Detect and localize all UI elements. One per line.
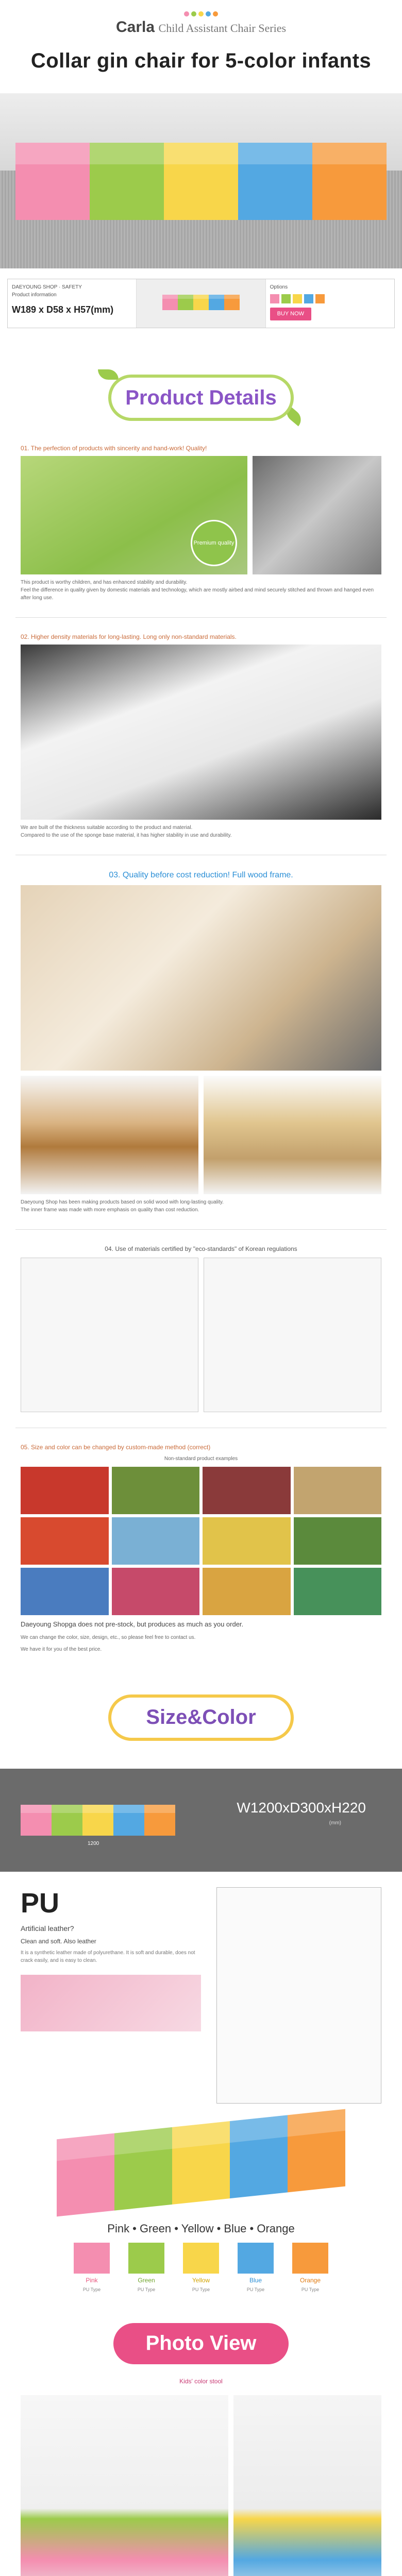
bench-product — [15, 143, 387, 220]
section-3-finished-photo — [204, 1076, 381, 1194]
section-3-photos — [21, 1076, 381, 1194]
section-1-photo-detail — [253, 456, 381, 574]
hero-image — [0, 93, 402, 268]
pu-left — [21, 1887, 201, 2104]
section-5-desc2: We can change the color, size, design, etc., so please feel free to contact us. — [21, 1634, 196, 1640]
example-photo — [112, 1568, 200, 1615]
example-photo — [294, 1467, 382, 1514]
lifestyle-photo — [21, 2395, 228, 2576]
section-1-photo-main — [21, 456, 247, 574]
photo-view-title: Photo View — [145, 2332, 257, 2354]
pu-test-document — [216, 1887, 381, 2104]
section-5-desc: Daeyoung Shopga does not pre-stock, but produces as much as you order. — [21, 1620, 244, 1628]
divider — [15, 1229, 387, 1230]
spec-brand: DAEYOUNG SHOP · SAFETY — [12, 284, 82, 290]
example-photo — [203, 1568, 291, 1615]
example-photo — [294, 1568, 382, 1615]
color-chips — [0, 2243, 402, 2292]
swatch-orange[interactable] — [315, 294, 325, 303]
bench-segment-yellow — [164, 143, 238, 220]
chip-blue[interactable]: Blue PU Type — [232, 2243, 279, 2292]
size-bench — [21, 1805, 175, 1836]
divider — [15, 617, 387, 618]
photo-view-ribbon — [113, 2323, 289, 2364]
size-diagram — [0, 1769, 402, 1872]
brand-dot — [184, 11, 189, 16]
section-5-title: 05. Size and color can be changed by custom-made method (correct) — [21, 1444, 211, 1451]
section-5-note: Non-standard product examples — [164, 1456, 238, 1462]
brand-dot — [213, 11, 218, 16]
section-1-photos — [21, 456, 381, 574]
product-details-title: Product Details — [125, 386, 277, 409]
example-photo — [112, 1517, 200, 1565]
size-unit: (mm) — [329, 1820, 341, 1826]
section-2-desc: We are built of the thickness suitable according to the product and material. Compared to the use of the sponge base material, it has higher stability in use and durability. — [21, 825, 232, 838]
section-3-photo-main — [21, 885, 381, 1071]
pu-title: PU — [21, 1887, 60, 1919]
brand-dot — [191, 11, 196, 16]
spec-options-label: Options — [270, 284, 288, 290]
spec-info: Product information — [12, 292, 57, 298]
custom-examples-grid — [21, 1467, 381, 1615]
kids-caption: Kids' color stool — [179, 2377, 223, 2385]
spec-col-options — [266, 279, 394, 328]
section-3-frame-photo — [21, 1076, 198, 1194]
example-photo — [203, 1517, 291, 1565]
brand-line — [0, 19, 402, 36]
size-color-ribbon — [108, 1694, 294, 1741]
section-3-desc: Daeyoung Shop has been making products based on solid wood with long-lasting quality. The inner frame was made with more emphasis on quality than cost reduction. — [21, 1199, 224, 1213]
bench-segment-green — [90, 143, 164, 220]
swatch-blue[interactable] — [304, 294, 313, 303]
chip-yellow[interactable]: Yellow PU Type — [178, 2243, 224, 2292]
section-3-title: 03. Quality before cost reduction! Full wood frame. — [109, 871, 293, 879]
example-photo — [21, 1467, 109, 1514]
brand-dots — [0, 11, 402, 16]
bench-segment-orange — [312, 143, 387, 220]
certificate-2 — [204, 1258, 381, 1412]
size-color-title: Size&Color — [146, 1706, 256, 1728]
pu-desc: It is a synthetic leather made of polyurethane. It is soft and durable, does not crack easily, and is easy to clean. — [21, 1950, 195, 1963]
brand-dot — [198, 11, 204, 16]
pu-sample-photo — [21, 1975, 201, 2031]
section-2-photo — [21, 645, 381, 820]
example-photo — [21, 1568, 109, 1615]
product-details-ribbon — [108, 375, 294, 421]
photo-view-row-1 — [21, 2395, 381, 2576]
section-4-title: 04. Use of materials certified by "eco-standards" of Korean regulations — [105, 1245, 297, 1252]
chip-green[interactable]: Green PU Type — [123, 2243, 170, 2292]
brand-dot — [206, 11, 211, 16]
spec-dimensions: W189 x D58 x H57(mm) — [12, 304, 114, 315]
example-photo — [294, 1517, 382, 1565]
product-details-banner — [0, 359, 402, 436]
spec-table — [7, 279, 395, 328]
spec-col-image — [137, 279, 265, 328]
size-color-banner — [0, 1679, 402, 1756]
color-lineup-bench — [57, 2109, 345, 2216]
size-value: W1200xD300xH220 — [237, 1799, 366, 1816]
pu-body: Clean and soft. Also leather — [21, 1937, 96, 1945]
certificate-1 — [21, 1258, 198, 1412]
swatch-yellow[interactable] — [293, 294, 302, 303]
spec-swatches — [270, 294, 390, 303]
example-photo — [203, 1467, 291, 1514]
section-5-desc3: We have it for you of the best price. — [21, 1646, 102, 1652]
section-1-title: 01. The perfection of products with sincerity and hand-work! Quality! — [21, 445, 207, 452]
color-line: Pink • Green • Yellow • Blue • Orange — [107, 2222, 295, 2235]
example-photo — [21, 1517, 109, 1565]
swatch-green[interactable] — [281, 294, 291, 303]
page-title: Collar gin chair for 5-color infants — [30, 49, 372, 72]
swatch-pink[interactable] — [270, 294, 279, 303]
photo-view-banner — [0, 2313, 402, 2375]
buy-button[interactable]: BUY NOW — [270, 308, 311, 320]
bench-segment-pink — [15, 143, 90, 220]
spec-thumb — [162, 295, 240, 310]
brand-header — [0, 0, 402, 36]
brand-logo: Carla — [115, 19, 155, 36]
lifestyle-photo — [233, 2395, 382, 2576]
section-2-title: 02. Higher density materials for long-lasting. Long only non-standard materials. — [21, 633, 237, 640]
premium-badge: Premium quality — [191, 520, 237, 566]
section-1-desc: This product is worthy children, and has enhanced stability and durability. Feel the difference in quality given by domestic materials and technology, which are mostly airbed and mind securely stitched and thrown and hanged even after long use. — [21, 580, 374, 601]
size-dim-label: 1200 — [88, 1840, 99, 1846]
pu-section — [21, 1887, 381, 2104]
brand-series: Child Assistant Chair Series — [158, 22, 287, 35]
section-4-certificates — [21, 1258, 381, 1412]
pu-subtitle: Artificial leather? — [21, 1924, 74, 1933]
spec-col-info — [8, 279, 137, 328]
chip-orange[interactable]: Orange PU Type — [287, 2243, 333, 2292]
chip-pink[interactable]: Pink PU Type — [69, 2243, 115, 2292]
example-photo — [112, 1467, 200, 1514]
bench-segment-blue — [238, 143, 312, 220]
